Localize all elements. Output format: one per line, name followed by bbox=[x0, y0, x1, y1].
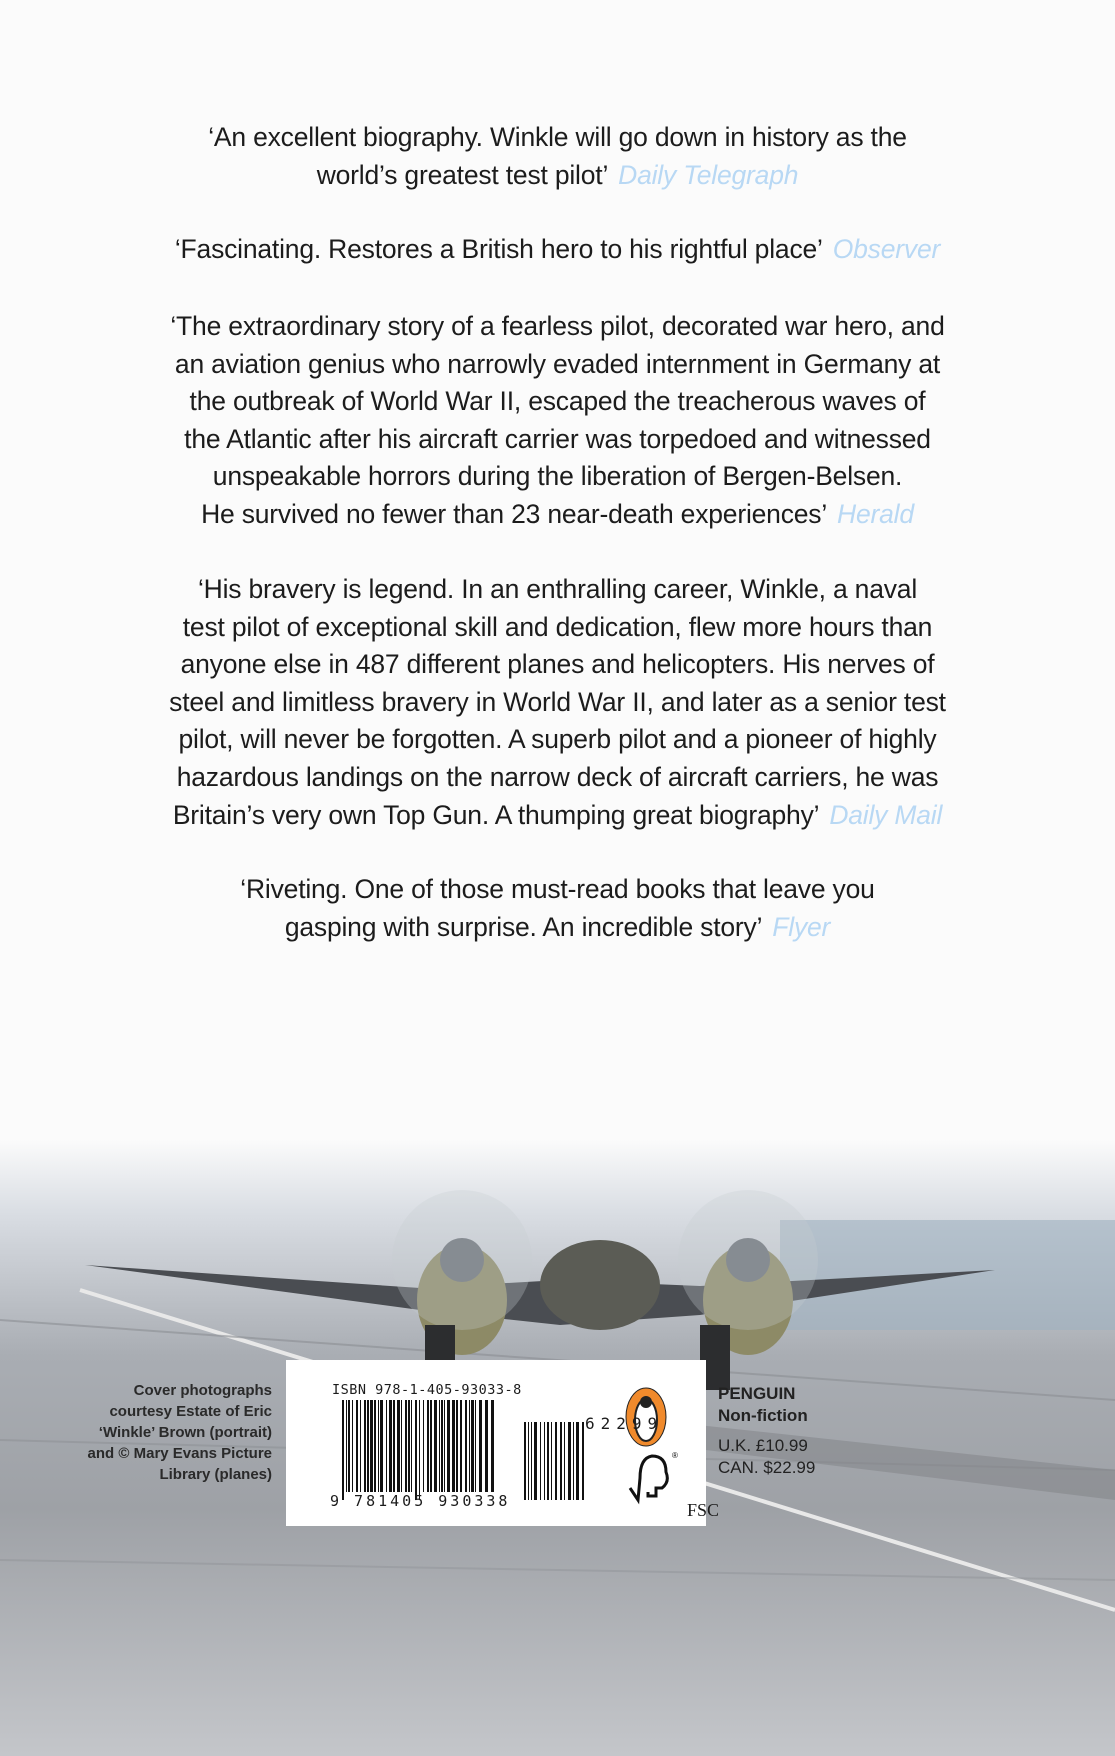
quote-text: He survived no fewer than 23 near-death experiences’ bbox=[201, 498, 828, 529]
barcode-bar bbox=[524, 1422, 526, 1500]
svg-text:®: ® bbox=[672, 1451, 678, 1460]
barcode-bar bbox=[452, 1400, 455, 1492]
quote-line bbox=[0, 383, 1115, 421]
quote-line bbox=[0, 571, 1115, 609]
quote-text: Britain’s very own Top Gun. A thumping great biography’ bbox=[172, 799, 820, 830]
barcode-bar bbox=[447, 1400, 450, 1492]
barcode-bar bbox=[460, 1400, 462, 1492]
barcode-bar bbox=[540, 1422, 541, 1500]
barcode-bar bbox=[360, 1400, 361, 1492]
quote-text: pilot, will never be forgotten. A superb pilot and a pioneer of highly bbox=[178, 724, 937, 755]
quote-line bbox=[0, 346, 1115, 384]
quote-text: world’s greatest test pilot’ bbox=[316, 159, 609, 190]
barcode-bar bbox=[491, 1400, 494, 1492]
quote-source: Flyer bbox=[772, 911, 831, 942]
price-can: CAN. $22.99 bbox=[718, 1458, 816, 1477]
barcode-bar bbox=[479, 1400, 482, 1492]
barcode-bar bbox=[348, 1400, 350, 1492]
barcode-bar bbox=[560, 1422, 562, 1500]
fsc-label: FSC bbox=[687, 1500, 720, 1520]
barcode-bar bbox=[573, 1422, 574, 1500]
quote-line bbox=[0, 684, 1115, 722]
barcode-bar bbox=[547, 1422, 549, 1500]
quote-line bbox=[0, 909, 1115, 947]
barcode-bar bbox=[434, 1400, 437, 1492]
barcode-bar bbox=[367, 1400, 369, 1492]
review-quote bbox=[0, 308, 1115, 534]
quote-line bbox=[0, 458, 1115, 496]
credit-line: courtesy Estate of Eric bbox=[109, 1403, 272, 1420]
quote-line bbox=[0, 797, 1115, 835]
barcode-bar bbox=[342, 1400, 344, 1500]
barcode-bar bbox=[386, 1400, 387, 1492]
barcode-bar bbox=[465, 1400, 467, 1492]
barcode-bar bbox=[576, 1422, 579, 1500]
quote-line bbox=[0, 421, 1115, 459]
quote-text: the Atlantic after his aircraft carrier was torpedoed and witnessed bbox=[184, 423, 931, 454]
fsc-tree-icon bbox=[626, 1448, 678, 1508]
publisher-info bbox=[718, 1383, 815, 1479]
quote-line bbox=[0, 157, 1115, 195]
review-quote bbox=[0, 871, 1115, 946]
barcode-bar bbox=[582, 1422, 584, 1500]
quote-text: hazardous landings on the narrow deck of aircraft carriers, he was bbox=[176, 761, 939, 792]
barcode-bar bbox=[415, 1400, 417, 1500]
barcode-bar bbox=[419, 1400, 420, 1500]
review-quote bbox=[0, 119, 1115, 194]
barcode-bar bbox=[408, 1400, 410, 1492]
quote-source: Daily Mail bbox=[829, 799, 943, 830]
quote-line bbox=[0, 646, 1115, 684]
quote-line bbox=[0, 609, 1115, 647]
barcode-bar bbox=[411, 1400, 412, 1492]
barcode-bar bbox=[364, 1400, 366, 1492]
quote-text: an aviation genius who narrowly evaded internment in Germany at bbox=[174, 348, 941, 379]
barcode-bar bbox=[544, 1422, 545, 1500]
credit-line: Cover photographs bbox=[133, 1382, 272, 1399]
quote-line bbox=[0, 496, 1115, 534]
quote-line bbox=[0, 871, 1115, 909]
barcode-bar bbox=[456, 1400, 458, 1492]
barcode-bar bbox=[551, 1422, 552, 1500]
barcode-bar bbox=[378, 1400, 379, 1492]
barcode-bar bbox=[475, 1400, 476, 1492]
barcode-bar bbox=[430, 1400, 432, 1492]
barcode-bar bbox=[393, 1400, 395, 1492]
barcode-addon-digits: 62299 bbox=[585, 1414, 664, 1433]
credit-line: ‘Winkle’ Brown (portrait) bbox=[98, 1424, 272, 1441]
barcode-bar bbox=[352, 1400, 353, 1492]
isbn-label: ISBN 978-1-405-93033-8 bbox=[332, 1382, 522, 1398]
quote-text: ‘Fascinating. Restores a British hero to his rightful place’ bbox=[174, 234, 823, 264]
barcode-bar bbox=[389, 1400, 392, 1492]
barcode-bar bbox=[444, 1400, 445, 1492]
barcode-bar bbox=[528, 1422, 529, 1500]
price-uk: U.K. £10.99 bbox=[718, 1436, 808, 1455]
barcode-bar bbox=[374, 1400, 376, 1492]
barcode-bar bbox=[439, 1400, 440, 1492]
credit-line: and © Mary Evans Picture bbox=[87, 1445, 272, 1462]
credit-line: Library (planes) bbox=[159, 1466, 272, 1483]
quote-line bbox=[0, 119, 1115, 157]
barcode-bar bbox=[471, 1400, 474, 1492]
barcode-bar bbox=[380, 1400, 383, 1492]
barcode-bar bbox=[427, 1400, 429, 1492]
quote-text: the outbreak of World War II, escaped the treacherous waves of bbox=[189, 386, 926, 417]
barcode-bar bbox=[405, 1400, 407, 1492]
review-quote bbox=[0, 571, 1115, 834]
quote-line bbox=[0, 721, 1115, 759]
barcode-bar bbox=[370, 1400, 373, 1492]
barcode-bar bbox=[555, 1422, 557, 1500]
quote-text: steel and limitless bravery in World War II, and later as a senior test bbox=[169, 686, 946, 717]
category: Non-fiction bbox=[718, 1406, 808, 1425]
barcode-bar bbox=[397, 1400, 400, 1492]
quote-source: Observer bbox=[832, 234, 941, 264]
publisher-name: PENGUIN bbox=[718, 1384, 796, 1403]
quote-text: anyone else in 487 different planes and helicopters. His nerves of bbox=[180, 649, 935, 680]
barcode-bar bbox=[346, 1400, 347, 1492]
quote-source: Daily Telegraph bbox=[618, 159, 799, 190]
quote-text: test pilot of exceptional skill and dedication, flew more hours than bbox=[182, 611, 933, 642]
barcode-bar bbox=[568, 1422, 571, 1500]
quote-text: ‘An excellent biography. Winkle will go down in history as the bbox=[208, 122, 907, 152]
quote-text: unspeakable horrors during the liberation of Bergen-Belsen. bbox=[212, 461, 903, 492]
barcode-bar bbox=[469, 1400, 470, 1492]
quote-line bbox=[0, 759, 1115, 797]
quote-source: Herald bbox=[837, 498, 914, 529]
quote-text: ‘Riveting. One of those must-read books that leave you bbox=[240, 874, 875, 904]
quote-text: gasping with surprise. An incredible story’ bbox=[284, 911, 763, 942]
barcode-bar bbox=[441, 1400, 443, 1492]
barcode-bar bbox=[356, 1400, 358, 1492]
quote-text: ‘His bravery is legend. In an enthralling career, Winkle, a naval bbox=[197, 574, 918, 604]
barcode-bar bbox=[401, 1400, 402, 1492]
barcode-bar bbox=[531, 1422, 532, 1500]
photo-credits bbox=[60, 1380, 272, 1485]
barcode-bar bbox=[534, 1422, 537, 1500]
review-quote bbox=[0, 231, 1115, 269]
quote-line bbox=[0, 231, 1115, 269]
barcode-bar bbox=[564, 1422, 565, 1500]
quote-line bbox=[0, 308, 1115, 346]
barcode-digits: 9 781405 930338 bbox=[330, 1492, 511, 1510]
quote-text: ‘The extraordinary story of a fearless pilot, decorated war hero, and bbox=[170, 311, 945, 341]
barcode-bar bbox=[485, 1400, 488, 1492]
barcode-bar bbox=[423, 1400, 424, 1492]
